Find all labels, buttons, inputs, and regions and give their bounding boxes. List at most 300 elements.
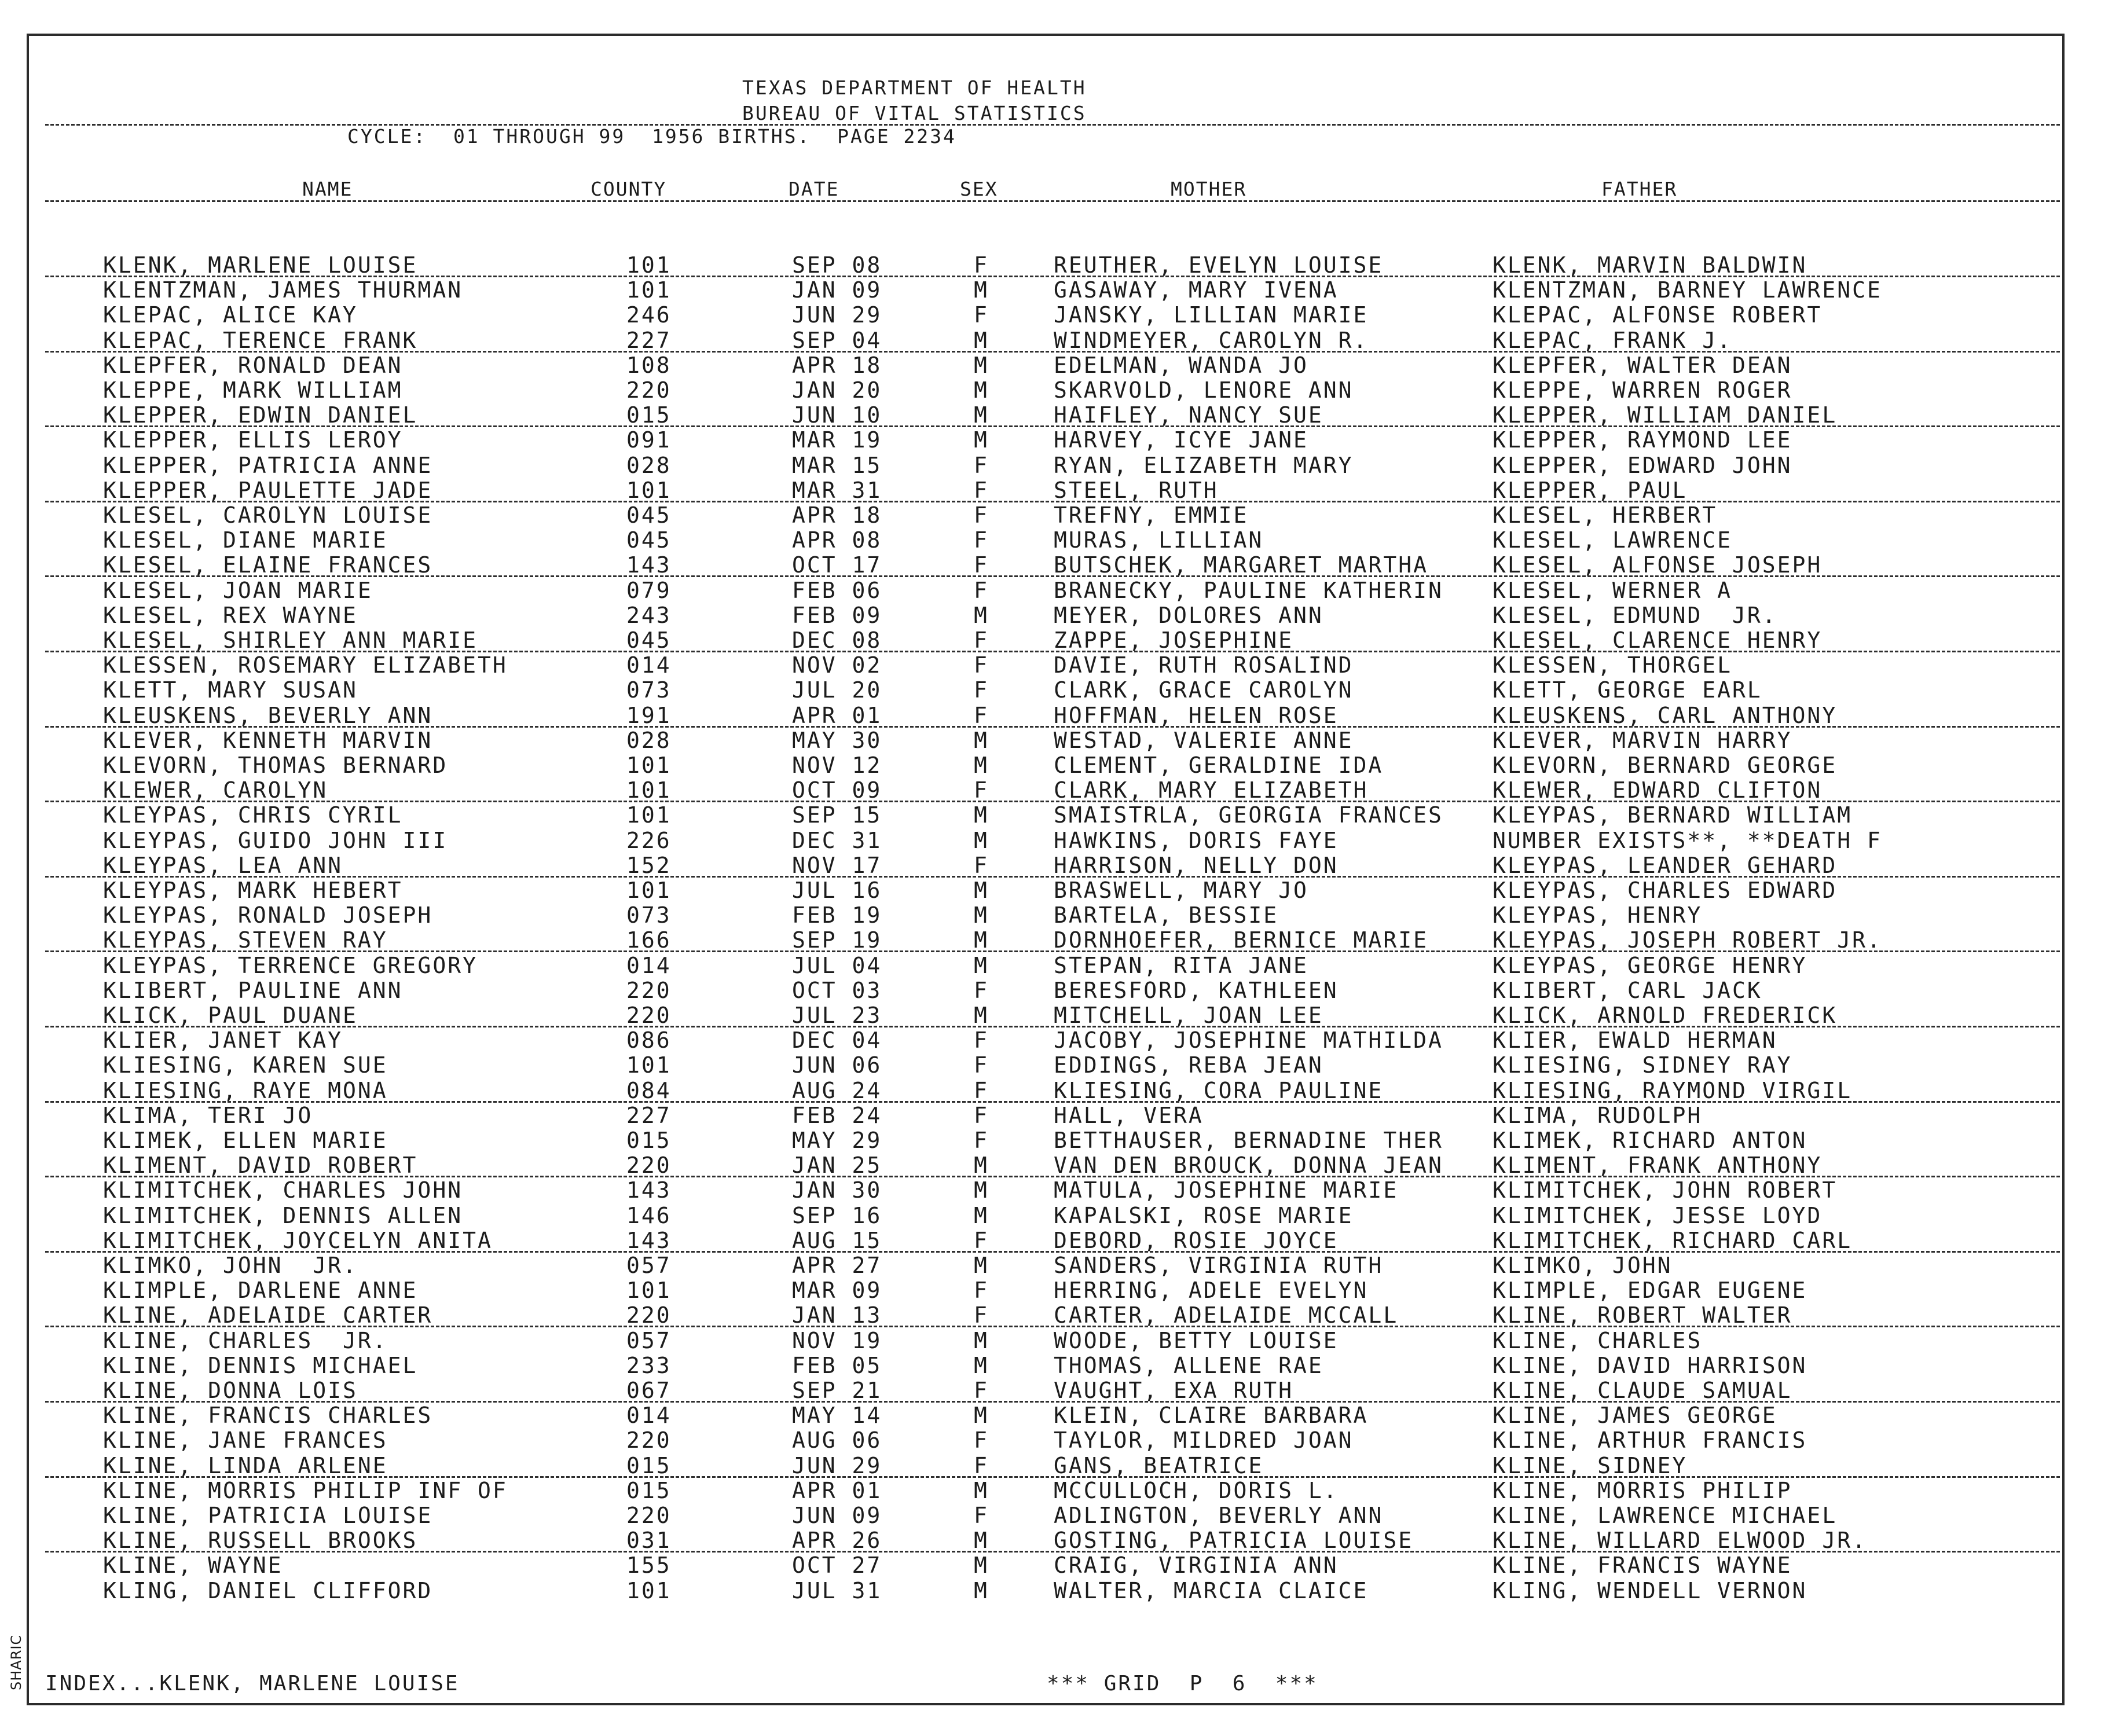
record-father: KLIMPLE, EDGAR EUGENE [1493,1278,1807,1304]
record-sex: F [974,1278,989,1304]
record-father: KLINE, LAWRENCE MICHAEL [1493,1503,1838,1528]
record-sex: F [974,777,989,803]
record-county: 015 [626,1452,672,1478]
record-date: MAR 15 [792,452,882,478]
record-father: KLEYPAS, CHARLES EDWARD [1493,878,1838,903]
record-county: 101 [626,1052,672,1078]
record-name: KLINE, PATRICIA LOUISE [103,1503,433,1528]
record-mother: MATULA, JOSEPHINE MARIE [1054,1177,1399,1203]
record-mother: BARTELA, BESSIE [1054,902,1279,928]
record-sex: M [974,878,989,903]
record-name: KLESSEN, ROSEMARY ELIZABETH [103,652,508,678]
record-county: 045 [626,527,672,553]
record-date: JUL 31 [792,1577,882,1603]
column-header-sex: SEX [960,178,998,200]
record-county: 079 [626,577,672,603]
record-mother: GOSTING, PATRICIA LOUISE [1054,1528,1414,1554]
record-date: DEC 04 [792,1027,882,1054]
record-row [0,1478,2112,1503]
record-row [0,253,2112,277]
record-mother: HAWKINS, DORIS FAYE [1054,827,1339,853]
record-county: 045 [626,502,672,528]
record-row [0,353,2112,377]
record-date: APR 18 [792,352,882,378]
record-father: KLING, WENDELL VERNON [1493,1577,1807,1603]
record-date: SEP 19 [792,927,882,953]
record-sex: M [974,802,989,828]
record-sex: M [974,1202,989,1228]
record-date: JUN 29 [792,302,882,328]
record-county: 101 [626,753,672,778]
record-row [0,578,2112,603]
record-name: KLEYPAS, LEA ANN [103,852,343,878]
record-date: JUL 04 [792,952,882,978]
record-county: 091 [626,427,672,453]
record-sex: F [974,1128,989,1153]
record-county: 101 [626,878,672,903]
record-name: KLEPAC, ALICE KAY [103,302,358,328]
record-sex: F [974,552,989,578]
record-name: KLINE, DONNA LOIS [103,1378,358,1403]
record-row [0,1553,2112,1577]
record-father: KLIESING, RAYMOND VIRGIL [1493,1077,1853,1103]
record-separator-rule [45,1476,2060,1478]
record-row [0,1579,2112,1603]
record-county: 166 [626,927,672,953]
record-mother: DEBORD, ROSIE JOYCE [1054,1227,1339,1253]
record-father: KLINE, WILLARD ELWOOD JR. [1493,1528,1867,1554]
record-row [0,853,2112,878]
record-row [0,678,2112,702]
record-father: KLINE, CHARLES [1493,1327,1703,1353]
record-father: KLESEL, EDMUND JR. [1493,602,1777,628]
record-name: KLEUSKENS, BEVERLY ANN [103,702,433,728]
record-father: KLEPAC, FRANK J. [1493,327,1733,353]
record-row [0,1328,2112,1353]
record-sex: M [974,1327,989,1353]
record-father: KLEPPER, EDWARD JOHN [1493,452,1792,478]
record-date: NOV 12 [792,753,882,778]
record-father: KLIESING, SIDNEY RAY [1493,1052,1792,1078]
record-father: KLINE, ROBERT WALTER [1493,1302,1792,1328]
record-sex: F [974,1503,989,1528]
record-separator-rule [45,876,2060,878]
record-name: KLINE, DENNIS MICHAEL [103,1352,418,1378]
record-name: KLINE, RUSSELL BROOKS [103,1528,418,1554]
record-name: KLEWER, CAROLYN [103,777,328,803]
report-title: TEXAS DEPARTMENT OF HEALTH [742,76,1087,99]
record-name: KLIMITCHEK, JOYCELYN ANITA [103,1227,493,1253]
record-date: APR 08 [792,527,882,553]
record-sex: F [974,527,989,553]
record-sex: F [974,977,989,1003]
record-father: KLINE, JAMES GEORGE [1493,1403,1777,1429]
record-row [0,278,2112,302]
record-county: 143 [626,1177,672,1203]
record-sex: F [974,1302,989,1328]
record-mother: WALTER, MARCIA CLAICE [1054,1577,1369,1603]
record-separator-rule [45,1251,2060,1253]
record-separator-rule [45,950,2060,952]
record-mother: THOMAS, ALLENE RAE [1054,1352,1323,1378]
record-name: KLESEL, ELAINE FRANCES [103,552,433,578]
record-sex: F [974,652,989,678]
record-row [0,653,2112,677]
record-date: SEP 16 [792,1202,882,1228]
record-row [0,1153,2112,1177]
record-county: 028 [626,452,672,478]
record-separator-rule [45,501,2060,502]
record-county: 073 [626,902,672,928]
record-sex: F [974,627,989,653]
record-county: 045 [626,627,672,653]
record-mother: HAIFLEY, NANCY SUE [1054,402,1323,428]
record-father: KLEYPAS, LEANDER GEHARD [1493,852,1838,878]
record-father: KLIMITCHEK, JOHN ROBERT [1493,1177,1838,1203]
record-father: KLICK, ARNOLD FREDERICK [1493,1003,1838,1028]
record-father: KLESEL, LAWRENCE [1493,527,1733,553]
record-county: 220 [626,1302,672,1328]
record-name: KLIMA, TERI JO [103,1102,313,1128]
record-name: KLINE, FRANCIS CHARLES [103,1403,433,1429]
record-sex: F [974,502,989,528]
record-father: KLESEL, ALFONSE JOSEPH [1493,552,1823,578]
record-date: NOV 02 [792,652,882,678]
record-county: 057 [626,1253,672,1278]
record-row [0,503,2112,527]
record-county: 246 [626,302,672,328]
record-row [0,303,2112,327]
record-sex: M [974,377,989,403]
record-name: KLIER, JANET KAY [103,1027,343,1054]
record-name: KLIESING, KAREN SUE [103,1052,388,1078]
record-separator-rule [45,425,2060,427]
record-mother: STEEL, RUTH [1054,477,1219,503]
record-sex: M [974,277,989,303]
record-date: OCT 17 [792,552,882,578]
record-father: KLIMITCHEK, RICHARD CARL [1493,1227,1853,1253]
record-county: 101 [626,1577,672,1603]
record-name: KLESEL, DIANE MARIE [103,527,388,553]
record-father: KLIER, EWALD HERMAN [1493,1027,1777,1054]
record-sex: F [974,1027,989,1054]
record-name: KLEPPER, PAULETTE JADE [103,477,433,503]
record-sex: M [974,352,989,378]
record-mother: HERRING, ADELE EVELYN [1054,1278,1369,1304]
record-sex: F [974,1452,989,1478]
record-row [0,1103,2112,1128]
record-row [0,703,2112,728]
record-name: KLEPPER, EDWIN DANIEL [103,402,418,428]
record-name: KLIMITCHEK, CHARLES JOHN [103,1177,463,1203]
column-header-rule [45,200,2060,202]
record-date: JUN 29 [792,1452,882,1478]
record-date: JUL 20 [792,677,882,703]
record-county: 014 [626,1403,672,1429]
record-mother: DAVIE, RUTH ROSALIND [1054,652,1354,678]
record-row [0,1503,2112,1528]
record-county: 015 [626,1477,672,1503]
record-name: KLICK, PAUL DUANE [103,1003,358,1028]
record-date: OCT 09 [792,777,882,803]
record-father: KLETT, GEORGE EARL [1493,677,1762,703]
record-county: 220 [626,977,672,1003]
record-sex: M [974,1352,989,1378]
record-separator-rule [45,651,2060,652]
side-mark: SHARIC [8,1634,24,1690]
record-row [0,428,2112,452]
record-name: KLESEL, CAROLYN LOUISE [103,502,433,528]
record-row [0,453,2112,478]
record-sex: M [974,427,989,453]
record-mother: BRASWELL, MARY JO [1054,878,1308,903]
record-row [0,1128,2112,1153]
record-county: 015 [626,402,672,428]
record-mother: BUTSCHEK, MARGARET MARTHA [1054,552,1428,578]
record-sex: F [974,577,989,603]
grid-marker: *** GRID P 6 *** [1047,1672,1318,1695]
record-mother: ZAPPE, JOSEPHINE [1054,627,1294,653]
record-date: JAN 20 [792,377,882,403]
record-father: KLENK, MARVIN BALDWIN [1493,252,1807,278]
record-name: KLINE, LINDA ARLENE [103,1452,388,1478]
record-date: MAR 31 [792,477,882,503]
record-name: KLEYPAS, MARK HEBERT [103,878,403,903]
record-date: SEP 21 [792,1378,882,1403]
record-date: APR 26 [792,1528,882,1554]
record-county: 101 [626,477,672,503]
record-date: OCT 27 [792,1553,882,1579]
record-name: KLINE, CHARLES JR. [103,1327,388,1353]
record-separator-rule [45,726,2060,728]
record-mother: WESTAD, VALERIE ANNE [1054,727,1354,753]
record-date: SEP 04 [792,327,882,353]
record-father: KLIMENT, FRANK ANTHONY [1493,1153,1823,1179]
record-mother: SMAISTRLA, GEORGIA FRANCES [1054,802,1443,828]
record-father: KLEPPER, WILLIAM DANIEL [1493,402,1838,428]
record-name: KLING, DANIEL CLIFFORD [103,1577,433,1603]
record-name: KLENK, MARLENE LOUISE [103,252,418,278]
record-row [0,1353,2112,1378]
record-date: AUG 15 [792,1227,882,1253]
record-separator-rule [45,351,2060,353]
record-date: MAY 30 [792,727,882,753]
report-subtitle: BUREAU OF VITAL STATISTICS [742,102,1087,124]
record-mother: CARTER, ADELAIDE MCCALL [1054,1302,1399,1328]
record-date: MAY 14 [792,1403,882,1429]
record-father: KLINE, SIDNEY [1493,1452,1688,1478]
record-mother: MITCHELL, JOAN LEE [1054,1003,1323,1028]
record-mother: MURAS, LILLIAN [1054,527,1264,553]
record-county: 086 [626,1027,672,1054]
record-mother: TREFNY, EMMIE [1054,502,1249,528]
record-row [0,1053,2112,1077]
record-sex: M [974,1553,989,1579]
record-father: KLESEL, WERNER A [1493,577,1733,603]
record-mother: DORNHOEFER, BERNICE MARIE [1054,927,1428,953]
record-row [0,878,2112,902]
record-name: KLINE, WAYNE [103,1553,283,1579]
record-father: KLEWER, EDWARD CLIFTON [1493,777,1823,803]
record-row [0,1078,2112,1103]
record-name: KLESEL, REX WAYNE [103,602,358,628]
record-row [0,828,2112,853]
record-mother: EDDINGS, REBA JEAN [1054,1052,1323,1078]
record-mother: JACOBY, JOSEPHINE MATHILDA [1054,1027,1443,1054]
record-separator-rule [45,1101,2060,1103]
record-father: KLEYPAS, GEORGE HENRY [1493,952,1807,978]
record-date: FEB 24 [792,1102,882,1128]
record-sex: F [974,1427,989,1454]
record-sex: M [974,402,989,428]
record-county: 028 [626,727,672,753]
record-date: DEC 08 [792,627,882,653]
record-father: KLIMEK, RICHARD ANTON [1493,1128,1807,1153]
record-date: APR 01 [792,1477,882,1503]
record-row [0,753,2112,777]
record-father: KLEVER, MARVIN HARRY [1493,727,1792,753]
record-father: KLIBERT, CARL JACK [1493,977,1762,1003]
record-father: KLINE, ARTHUR FRANCIS [1493,1427,1807,1454]
record-name: KLINE, ADELAIDE CARTER [103,1302,433,1328]
record-row [0,978,2112,1003]
record-name: KLEVER, KENNETH MARVIN [103,727,433,753]
record-county: 191 [626,702,672,728]
record-name: KLIESING, RAYE MONA [103,1077,388,1103]
record-county: 057 [626,1327,672,1353]
record-county: 015 [626,1128,672,1153]
record-sex: M [974,327,989,353]
record-sex: M [974,902,989,928]
record-name: KLIMEK, ELLEN MARIE [103,1128,388,1153]
record-sex: F [974,702,989,728]
record-county: 073 [626,677,672,703]
record-name: KLIMPLE, DARLENE ANNE [103,1278,418,1304]
record-sex: M [974,827,989,853]
record-date: AUG 24 [792,1077,882,1103]
record-date: MAR 09 [792,1278,882,1304]
record-row [0,1278,2112,1302]
record-mother: VAN DEN BROUCK, DONNA JEAN [1054,1153,1443,1179]
record-mother: MEYER, DOLORES ANN [1054,602,1323,628]
record-row [0,378,2112,402]
record-sex: F [974,1378,989,1403]
column-header-date: DATE [789,178,839,200]
record-county: 014 [626,652,672,678]
record-county: 146 [626,1202,672,1228]
record-date: JAN 30 [792,1177,882,1203]
index-line: INDEX...KLENK, MARLENE LOUISE [45,1672,460,1695]
record-county: 220 [626,1003,672,1028]
record-sex: M [974,727,989,753]
record-mother: HARRISON, NELLY DON [1054,852,1339,878]
record-separator-rule [45,575,2060,577]
record-sex: F [974,852,989,878]
record-mother: BRANECKY, PAULINE KATHERIN [1054,577,1443,603]
record-date: JUL 16 [792,878,882,903]
record-separator-rule [45,276,2060,277]
record-sex: F [974,452,989,478]
record-row [0,1028,2112,1052]
column-header-mother: MOTHER [1171,178,1247,200]
record-father: KLEPPER, PAUL [1493,477,1688,503]
record-row [0,1378,2112,1403]
record-name: KLINE, JANE FRANCES [103,1427,388,1454]
record-father: KLEPPER, RAYMOND LEE [1493,427,1792,453]
record-name: KLEPPE, MARK WILLIAM [103,377,403,403]
record-name: KLEPAC, TERENCE FRANK [103,327,418,353]
record-father: KLIMITCHEK, JESSE LOYD [1493,1202,1823,1228]
record-county: 220 [626,1427,672,1454]
record-date: OCT 03 [792,977,882,1003]
record-father: KLEVORN, BERNARD GEORGE [1493,753,1838,778]
record-name: KLEPFER, RONALD DEAN [103,352,403,378]
record-date: NOV 19 [792,1327,882,1353]
record-name: KLEYPAS, CHRIS CYRIL [103,802,403,828]
record-mother: HALL, VERA [1054,1102,1204,1128]
record-county: 067 [626,1378,672,1403]
record-date: JUN 09 [792,1503,882,1528]
record-mother: CLEMENT, GERALDINE IDA [1054,753,1384,778]
record-name: KLIMENT, DAVID ROBERT [103,1153,418,1179]
record-date: FEB 06 [792,577,882,603]
record-name: KLEPPER, PATRICIA ANNE [103,452,433,478]
record-county: 108 [626,352,672,378]
record-date: APR 01 [792,702,882,728]
record-date: JAN 25 [792,1153,882,1179]
header-rule [45,124,2060,126]
record-sex: M [974,602,989,628]
record-mother: SKARVOLD, LENORE ANN [1054,377,1354,403]
record-separator-rule [45,1551,2060,1553]
record-county: 084 [626,1077,672,1103]
record-mother: WOODE, BETTY LOUISE [1054,1327,1339,1353]
record-father: KLEYPAS, JOSEPH ROBERT JR. [1493,927,1882,953]
record-date: JUN 10 [792,402,882,428]
record-father: KLENTZMAN, BARNEY LAWRENCE [1493,277,1882,303]
record-name: KLEYPAS, RONALD JOSEPH [103,902,433,928]
record-father: KLIMA, RUDOLPH [1493,1102,1703,1128]
record-mother: ADLINGTON, BEVERLY ANN [1054,1503,1384,1528]
record-father: KLESEL, CLARENCE HENRY [1493,627,1823,653]
record-row [0,403,2112,427]
record-row [0,478,2112,502]
record-date: APR 27 [792,1253,882,1278]
record-name: KLINE, MORRIS PHILIP INF OF [103,1477,508,1503]
record-father: KLIMKO, JOHN [1493,1253,1673,1278]
record-date: MAR 19 [792,427,882,453]
record-row [0,528,2112,552]
record-county: 243 [626,602,672,628]
record-county: 101 [626,252,672,278]
record-county: 233 [626,1352,672,1378]
record-date: AUG 06 [792,1427,882,1454]
record-row [0,328,2112,353]
record-date: JAN 13 [792,1302,882,1328]
record-county: 152 [626,852,672,878]
record-sex: M [974,1528,989,1554]
record-father: KLINE, FRANCIS WAYNE [1493,1553,1792,1579]
record-father: KLINE, MORRIS PHILIP [1493,1477,1792,1503]
record-row [0,953,2112,978]
record-row [0,1303,2112,1327]
record-sex: F [974,302,989,328]
record-father: KLEPPE, WARREN ROGER [1493,377,1792,403]
record-date: FEB 05 [792,1352,882,1378]
record-mother: KAPALSKI, ROSE MARIE [1054,1202,1354,1228]
record-row [0,1454,2112,1478]
record-sex: M [974,1153,989,1179]
